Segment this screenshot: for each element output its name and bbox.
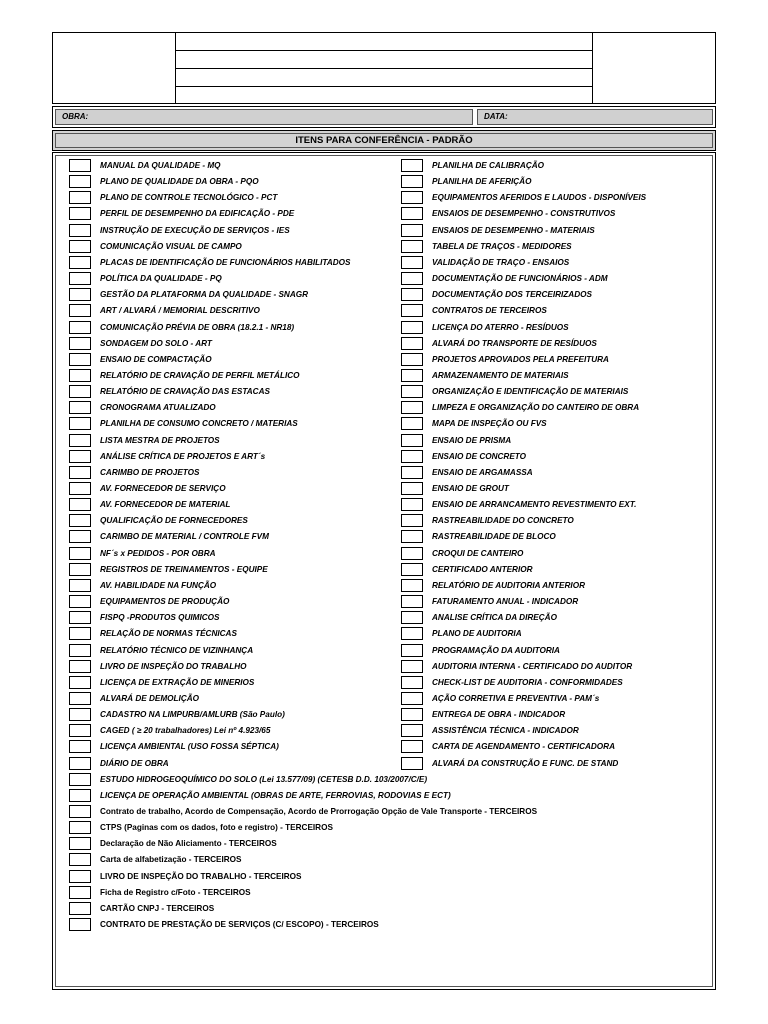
item-checkbox[interactable] <box>69 175 91 188</box>
item-label: ORGANIZAÇÃO E IDENTIFICAÇÃO DE MATERIAIS <box>432 387 629 397</box>
item-label: ENSAIOS DE DESEMPENHO - MATERIAIS <box>432 225 595 235</box>
item-label: DOCUMENTAÇÃO DOS TERCEIRIZADOS <box>432 290 592 300</box>
item-checkbox[interactable] <box>69 256 91 269</box>
item-label: RELATÓRIO TÉCNICO DE VIZINHANÇA <box>100 645 254 655</box>
item-label: ENSAIO DE PRISMA <box>432 435 512 445</box>
item-checkbox[interactable] <box>69 482 91 495</box>
item-checkbox[interactable] <box>69 676 91 689</box>
header-divider <box>176 86 592 87</box>
item-label: PLANO DE CONTROLE TECNOLÓGICO - PCT <box>100 193 278 203</box>
item-label: CROQUI DE CANTEIRO <box>432 548 524 558</box>
item-label: ENSAIO DE GROUT <box>432 484 509 493</box>
item-checkbox[interactable] <box>69 611 91 624</box>
item-checkbox[interactable] <box>69 191 91 204</box>
item-label: ENSAIO DE COMPACTAÇÃO <box>100 354 212 364</box>
item-checkbox[interactable] <box>401 595 423 608</box>
item-label: POLÍTICA DA QUALIDADE - PQ <box>100 274 222 284</box>
item-checkbox[interactable] <box>69 530 91 543</box>
item-checkbox[interactable] <box>69 417 91 430</box>
item-checkbox[interactable] <box>69 353 91 366</box>
item-checkbox[interactable] <box>401 514 423 527</box>
item-label: ESTUDO HIDROGEOQUÍMICO DO SOLO (Lei 13.577/09) (CETESB D.D. 103/2007/C/E) <box>100 774 428 784</box>
item-label: LICENÇA DO ATERRO - RESÍDUOS <box>432 322 569 332</box>
item-checkbox[interactable] <box>401 401 423 414</box>
item-checkbox[interactable] <box>401 256 423 269</box>
item-checkbox[interactable] <box>401 272 423 285</box>
item-label: PLANO DE AUDITORIA <box>432 629 522 639</box>
item-label: CERTIFICADO ANTERIOR <box>432 564 533 574</box>
item-checkbox[interactable] <box>69 757 91 770</box>
item-label: ART / ALVARÁ / MEMORIAL DESCRITIVO <box>100 306 260 316</box>
item-checkbox[interactable] <box>69 224 91 237</box>
item-label: MANUAL DA QUALIDADE - MQ <box>100 161 221 170</box>
item-label: LIVRO DE INSPEÇÃO DO TRABALHO - TERCEIROS <box>100 871 302 881</box>
item-checkbox[interactable] <box>401 644 423 657</box>
item-label: AV. FORNECEDOR DE SERVIÇO <box>100 484 226 493</box>
item-label: LIVRO DE INSPEÇÃO DO TRABALHO <box>100 661 247 671</box>
item-label: CTPS (Paginas com os dados, foto e registro) - TERCEIROS <box>100 823 333 833</box>
item-checkbox[interactable] <box>69 886 91 899</box>
obra-label: OBRA: <box>62 112 89 121</box>
item-checkbox[interactable] <box>69 401 91 414</box>
item-label: REGISTROS DE TREINAMENTOS - EQUIPE <box>100 564 268 574</box>
item-label: INSTRUÇÃO DE EXECUÇÃO DE SERVIÇOS - IES <box>100 225 290 235</box>
item-checkbox[interactable] <box>69 288 91 301</box>
item-checkbox[interactable] <box>69 918 91 931</box>
page-title: ITENS PARA CONFERÊNCIA - PADRÃO <box>55 133 713 148</box>
item-label: PLANILHA DE CALIBRAÇÃO <box>432 161 545 170</box>
item-checkbox[interactable] <box>401 321 423 334</box>
item-label: DIÁRIO DE OBRA <box>100 758 169 768</box>
item-checkbox[interactable] <box>401 434 423 447</box>
item-checkbox[interactable] <box>69 740 91 753</box>
item-checkbox[interactable] <box>69 660 91 673</box>
item-label: ASSISTÊNCIA TÉCNICA - INDICADOR <box>432 726 579 736</box>
item-checkbox[interactable] <box>401 224 423 237</box>
item-label: RELAÇÃO DE NORMAS TÉCNICAS <box>100 629 237 639</box>
item-checkbox[interactable] <box>401 353 423 366</box>
item-checkbox[interactable] <box>69 627 91 640</box>
item-checkbox[interactable] <box>401 288 423 301</box>
item-checkbox[interactable] <box>69 159 91 172</box>
item-checkbox[interactable] <box>401 207 423 220</box>
item-label: PLANO DE QUALIDADE DA OBRA - PQO <box>100 177 259 187</box>
item-label: RELATÓRIO DE CRAVAÇÃO DAS ESTACAS <box>100 387 270 397</box>
data-field[interactable] <box>477 109 713 125</box>
item-label: SONDAGEM DO SOLO - ART <box>100 338 212 348</box>
item-label: NF´s x PEDIDOS - POR OBRA <box>100 548 216 558</box>
item-checkbox[interactable] <box>401 724 423 737</box>
item-checkbox[interactable] <box>69 692 91 705</box>
item-label: ANALISE CRÍTICA DA DIREÇÃO <box>432 613 557 623</box>
item-label: FATURAMENTO ANUAL - INDICADOR <box>432 597 579 607</box>
item-checkbox[interactable] <box>69 579 91 592</box>
item-label: AV. FORNECEDOR DE MATERIAL <box>100 500 231 510</box>
item-label: CADASTRO NA LIMPURB/AMLURB (São Paulo) <box>100 710 285 720</box>
item-checkbox[interactable] <box>401 627 423 640</box>
item-label: Contrato de trabalho, Acordo de Compensação, Acordo de Prorrogação Opção de Vale Transporte - TERCEIROS <box>100 807 538 816</box>
item-checkbox[interactable] <box>69 547 91 560</box>
item-label: ANÁLISE CRÍTICA DE PROJETOS E ART´s <box>100 451 266 461</box>
header-divider <box>176 50 592 51</box>
item-label: MAPA DE INSPEÇÃO OU FVS <box>432 419 547 429</box>
item-checkbox[interactable] <box>69 902 91 915</box>
item-checkbox[interactable] <box>69 321 91 334</box>
item-checkbox[interactable] <box>401 191 423 204</box>
item-label: DOCUMENTAÇÃO DE FUNCIONÁRIOS - ADM <box>432 274 608 284</box>
item-label: PLANILHA DE AFERIÇÃO <box>432 177 532 187</box>
item-label: PERFIL DE DESEMPENHO DA EDIFICAÇÃO - PDE <box>100 209 295 219</box>
item-label: CARIMBO DE MATERIAL / CONTROLE FVM <box>100 532 269 542</box>
item-label: Ficha de Registro c/Foto - TERCEIROS <box>100 887 251 897</box>
item-checkbox[interactable] <box>401 337 423 350</box>
item-label: LICENÇA DE OPERAÇÃO AMBIENTAL (OBRAS DE ARTE, FERROVIAS, RODOVIAS E ECT) <box>100 790 451 800</box>
item-checkbox[interactable] <box>69 837 91 850</box>
obra-field[interactable] <box>55 109 473 125</box>
item-label: PROJETOS APROVADOS PELA PREFEITURA <box>432 354 609 364</box>
item-label: COMUNICAÇÃO PRÉVIA DE OBRA (18.2.1 - NR18) <box>100 322 295 332</box>
item-checkbox[interactable] <box>69 466 91 479</box>
item-label: FISPQ -PRODUTOS QUIMICOS <box>100 613 220 623</box>
data-label: DATA: <box>484 112 508 121</box>
item-label: RELATÓRIO DE AUDITORIA ANTERIOR <box>432 580 585 590</box>
item-checkbox[interactable] <box>401 740 423 753</box>
item-checkbox[interactable] <box>401 530 423 543</box>
item-label: AUDITORIA INTERNA - CERTIFICADO DO AUDITOR <box>432 661 633 671</box>
item-label: LIMPEZA E ORGANIZAÇÃO DO CANTEIRO DE OBRA <box>432 403 640 413</box>
item-checkbox[interactable] <box>69 563 91 576</box>
item-checkbox[interactable] <box>69 369 91 382</box>
item-checkbox[interactable] <box>69 450 91 463</box>
item-label: ALVARÁ DE DEMOLIÇÃO <box>100 693 200 703</box>
item-checkbox[interactable] <box>69 514 91 527</box>
item-checkbox[interactable] <box>401 466 423 479</box>
item-checkbox[interactable] <box>401 579 423 592</box>
item-checkbox[interactable] <box>69 337 91 350</box>
item-checkbox[interactable] <box>401 676 423 689</box>
item-label: TABELA DE TRAÇOS - MEDIDORES <box>432 241 572 251</box>
item-checkbox[interactable] <box>401 611 423 624</box>
item-checkbox[interactable] <box>69 304 91 317</box>
item-label: AÇÃO CORRETIVA E PREVENTIVA - PAM´s <box>432 693 600 703</box>
item-checkbox[interactable] <box>69 240 91 253</box>
item-label: QUALIFICAÇÃO DE FORNECEDORES <box>100 516 248 526</box>
item-label: ENTREGA DE OBRA - INDICADOR <box>432 710 566 720</box>
item-checkbox[interactable] <box>69 805 91 818</box>
item-checkbox[interactable] <box>401 159 423 172</box>
item-label: COMUNICAÇÃO VISUAL DE CAMPO <box>100 241 242 251</box>
item-checkbox[interactable] <box>401 482 423 495</box>
item-label: LISTA MESTRA DE PROJETOS <box>100 435 220 445</box>
item-label: GESTÃO DA PLATAFORMA DA QUALIDADE - SNAGR <box>100 290 309 300</box>
item-checkbox[interactable] <box>401 757 423 770</box>
item-label: Carta de alfabetização - TERCEIROS <box>100 855 242 865</box>
item-label: RELATÓRIO DE CRAVAÇÃO DE PERFIL METÁLICO <box>100 370 300 380</box>
item-checkbox[interactable] <box>401 385 423 398</box>
item-checkbox[interactable] <box>69 724 91 737</box>
item-label: CHECK-LIST DE AUDITORIA - CONFORMIDADES <box>432 677 623 687</box>
item-label: ENSAIO DE ARGAMASSA <box>432 467 533 477</box>
header-divider <box>176 68 592 69</box>
item-checkbox[interactable] <box>401 708 423 721</box>
item-label: RASTREABILIDADE DE BLOCO <box>432 532 556 542</box>
item-checkbox[interactable] <box>401 450 423 463</box>
item-label: VALIDAÇÃO DE TRAÇO - ENSAIOS <box>432 257 570 267</box>
title-bar <box>52 130 716 151</box>
item-label: CRONOGRAMA ATUALIZADO <box>100 403 216 413</box>
item-label: EQUIPAMENTOS DE PRODUÇÃO <box>100 597 230 607</box>
item-label: CAGED ( ≥ 20 trabalhadores) Lei nº 4.923/65 <box>100 726 271 736</box>
item-label: ALVARÁ DO TRANSPORTE DE RESÍDUOS <box>432 338 597 348</box>
info-bar <box>52 106 716 128</box>
item-checkbox[interactable] <box>69 821 91 834</box>
item-label: CONTRATOS DE TERCEIROS <box>432 306 547 316</box>
item-label: CARTÃO CNPJ - TERCEIROS <box>100 903 215 913</box>
item-checkbox[interactable] <box>69 272 91 285</box>
item-label: CARTA DE AGENDAMENTO - CERTIFICADORA <box>432 742 616 752</box>
item-label: Declaração de Não Aliciamento - TERCEIROS <box>100 839 277 849</box>
item-label: LICENÇA AMBIENTAL (USO FOSSA SÉPTICA) <box>100 742 279 752</box>
item-checkbox[interactable] <box>69 789 91 802</box>
item-label: RASTREABILIDADE DO CONCRETO <box>432 516 574 526</box>
item-checkbox[interactable] <box>69 853 91 866</box>
item-checkbox[interactable] <box>69 434 91 447</box>
item-checkbox[interactable] <box>69 595 91 608</box>
revision-cell <box>592 32 716 104</box>
item-label: PLACAS DE IDENTIFICAÇÃO DE FUNCIONÁRIOS HABILITADOS <box>100 257 351 267</box>
item-label: CARIMBO DE PROJETOS <box>100 467 200 477</box>
item-label: PROGRAMAÇÃO DA AUDITORIA <box>432 645 560 655</box>
item-label: ENSAIO DE CONCRETO <box>432 451 527 461</box>
item-label: PLANILHA DE CONSUMO CONCRETO / MATERIAS <box>100 419 298 429</box>
item-checkbox[interactable] <box>69 644 91 657</box>
item-checkbox[interactable] <box>69 207 91 220</box>
item-label: AV. HABILIDADE NA FUNÇÃO <box>100 580 217 590</box>
item-checkbox[interactable] <box>69 708 91 721</box>
item-checkbox[interactable] <box>401 563 423 576</box>
item-checkbox[interactable] <box>401 240 423 253</box>
item-label: ARMAZENAMENTO DE MATERIAIS <box>432 370 569 380</box>
item-checkbox[interactable] <box>401 547 423 560</box>
item-checkbox[interactable] <box>69 385 91 398</box>
item-label: EQUIPAMENTOS AFERIDOS E LAUDOS - DISPONÍVEIS <box>432 193 647 203</box>
item-checkbox[interactable] <box>401 369 423 382</box>
item-label: ALVARÁ DA CONSTRUÇÃO E FUNC. DE STAND <box>432 758 619 768</box>
item-checkbox[interactable] <box>401 692 423 705</box>
item-checkbox[interactable] <box>69 773 91 786</box>
item-checkbox[interactable] <box>401 498 423 511</box>
item-label: ENSAIOS DE DESEMPENHO - CONSTRUTIVOS <box>432 209 616 219</box>
item-label: LICENÇA DE EXTRAÇÃO DE MINERIOS <box>100 677 255 687</box>
item-label: CONTRATO DE PRESTAÇÃO DE SERVIÇOS (C/ ESCOPO) - TERCEIROS <box>100 920 379 930</box>
logo-cell <box>52 32 176 104</box>
item-checkbox[interactable] <box>401 660 423 673</box>
item-label: ENSAIO DE ARRANCAMENTO REVESTIMENTO EXT. <box>432 500 637 510</box>
item-checkbox[interactable] <box>401 417 423 430</box>
item-checkbox[interactable] <box>69 870 91 883</box>
item-checkbox[interactable] <box>401 304 423 317</box>
item-checkbox[interactable] <box>401 175 423 188</box>
item-checkbox[interactable] <box>69 498 91 511</box>
